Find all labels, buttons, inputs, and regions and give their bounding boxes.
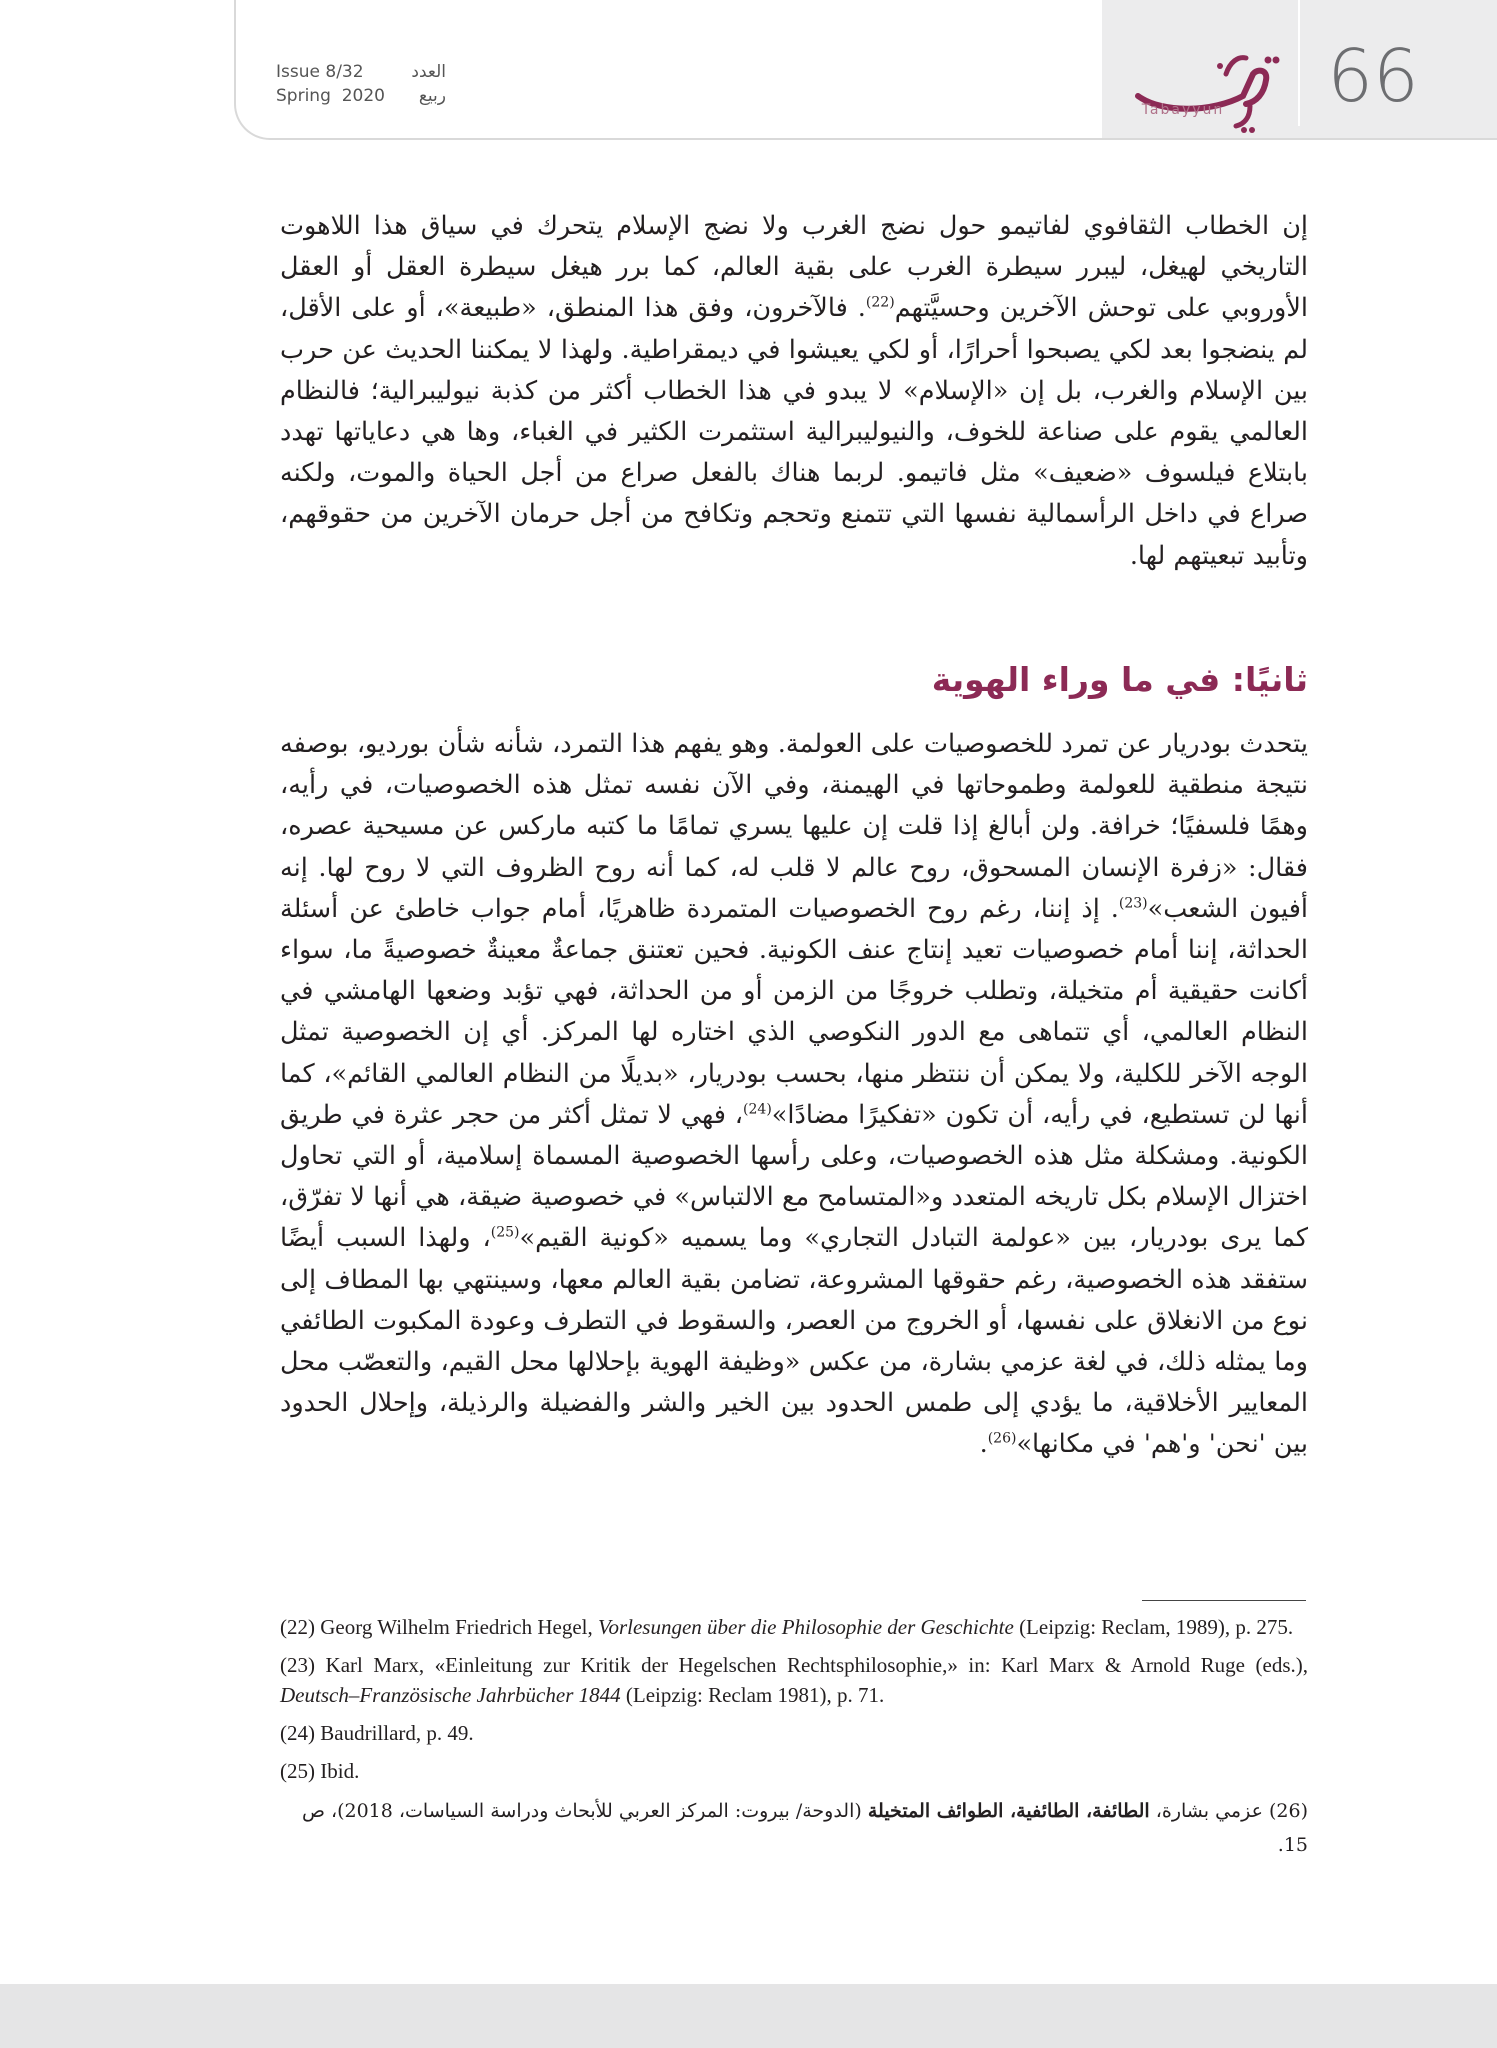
footnote-ref-24[interactable]: (24): [743, 1101, 772, 1118]
footnote-text: Karl Marx, «Einleitung zur Kritik der Hegelschen Rechtsphilosophie,» in: Karl Marx & Arnold Ruge (eds.),: [325, 1653, 1308, 1677]
footnotes: [280, 1612, 1308, 1870]
paragraph-2-part-a: يتحدث بودريار عن تمرد للخصوصيات على العولمة. وهو يفهم هذا التمرد، شأنه شأن بورديو، بوصفه نتيجة منطقية للعولمة وطموحاتها في الهيمنة، وفي الآن نفسه تمثل هذه الخصوصيات، في رأيه، وهمًا فلسفيًا؛ خرافة. ولن أبالغ إذا قلت إن عليها يسري تمامًا ما كتبه ماركس عن مسيحية عصره، فقال: «زفرة الإنسان المسحوق، روح عالم لا قلب له، كما أنه روح الظروف التي لا روح لها. إنه أفيون الشعب»: [280, 729, 1308, 924]
footnote-number: (26): [1268, 1800, 1308, 1822]
footnote-text: عزمي بشارة،: [1149, 1800, 1263, 1822]
season-en: Spring: [276, 86, 331, 106]
footnote-title: Deutsch–Französische Jahrbücher 1844: [280, 1683, 621, 1707]
footnote-number: (24): [280, 1721, 315, 1745]
footnote-number: (23): [280, 1653, 315, 1677]
season-line: [276, 84, 446, 108]
issue-label-ar: العدد: [411, 62, 446, 82]
footnote-text: (الدوحة/ بيروت: المركز العربي للأبحاث ودراسة السياسات، 2018)، ص 15.: [301, 1800, 1308, 1856]
paragraph-1-continued: . فالآخرون، وفق هذا المنطق، «طبيعة»، أو على الأقل، لم ينضجوا بعد لكي يصبحوا أحرارًا، أو لكي يعيشوا في ديمقراطية. ولهذا لا يمكننا الحديث عن حرب بين الإسلام والغرب، بل إن «الإسلام» لا يبدو في هذا الخطاب أكثر من كذبة نيوليبرالية؛ فالنظام العالمي يقوم على صناعة للخوف، والنيوليبرالية استثمرت الكثير في الغباء، وها هي دعاياتها تهدد بابتلاع فيلسوف «ضعيف» مثل فاتيمو. لربما هناك بالفعل صراع من أجل الحياة والموت، ولكنه صراع في داخل الرأسمالية نفسها التي تتمنع وتحجم وتكافح من أجل حرمان الآخرين من حقوقهم، وتأبيد تبعيتهم لها.: [280, 293, 1308, 571]
paragraph-1-text: إن الخطاب الثقافوي لفاتيمو حول نضج الغرب ولا نضج الإسلام يتحرك في سياق هذا اللاهوت التاريخي لهيغل، ليبرر سيطرة الغرب على بقية العالم، كما برر هيغل سيطرة العقل أو العقل الأوروبي على توحش الآخرين وحسيَّتهم: [280, 211, 1308, 324]
tabayyun-logo-icon: [1118, 44, 1293, 134]
issue-info: [276, 60, 476, 108]
logo-latin-text: Tabayyun: [1141, 102, 1225, 118]
issue-label-en: Issue: [276, 62, 320, 82]
footnote-text: Ibid.: [320, 1759, 360, 1783]
footnote-ref-23[interactable]: (23): [1118, 895, 1148, 912]
footnote-26: [280, 1794, 1308, 1862]
footnote-title: الطائفة، الطائفية، الطوائف المتخيلة: [867, 1800, 1150, 1822]
paragraph-2-part-b: . إذ إننا، رغم روح الخصوصيات المتمردة ظاهريًا، أمام جواب خاطئ عن أسئلة الحداثة، إننا أمام خصوصيات تعيد إنتاج عنف الكونية. فحين تعتنق جماعةٌ معينةٌ خصوصيةً ما، سواء أكانت حقيقية أم متخيلة، وتطلب خروجًا من الزمن أو من الحداثة، فهي تؤبد وضعها الهامشي في النظام العالمي، أي تتماهى مع الدور النكوصي الذي اختاره لها المركز. أي إن الخصوصية تمثل الوجه الآخر للكلية، ولا يمكن أن ننتظر منها، بحسب بودريار، «بديلًا من النظام العالمي القائم»، كما أنها لن تستطيع، في رأيه، أن تكون «تفكيرًا مضادًا»: [280, 893, 1308, 1130]
section-heading: ثانيًا: في ما وراء الهوية: [931, 660, 1308, 699]
footnote-text: Baudrillard, p. 49.: [320, 1721, 474, 1745]
body-paragraph-1: [280, 206, 1308, 577]
issue-line: [276, 60, 446, 84]
footnote-ref-25[interactable]: (25): [490, 1224, 520, 1241]
footnote-number: (22): [280, 1615, 315, 1639]
paragraph-2-part-c: ، فهي لا تمثل أكثر من حجر عثرة في طريق الكونية. ومشكلة مثل هذه الخصوصيات، وعلى رأسها الخصوصية المسماة إسلامية، أو التي تحاول اختزال الإسلام بكل تاريخه المتعدد و«المتسامح مع الالتباس» في خصوصية ضيقة، هي أنها لا تفرّق، كما يرى بودريار، بين «عولمة التبادل التجاري» وما يسميه «كونية القيم»: [280, 1099, 1308, 1254]
footnote-number: (25): [280, 1759, 315, 1783]
header-divider: [1298, 0, 1300, 126]
bottom-band: [0, 1984, 1497, 2048]
footnote-text: (Leipzig: Reclam, 1989), p. 275.: [1013, 1615, 1294, 1639]
footnote-title: Vorlesungen über die Philosophie der Geschichte: [597, 1615, 1014, 1639]
season-ar: ربيع: [418, 86, 446, 106]
footnote-23: [280, 1650, 1308, 1710]
body-paragraph-2: [280, 724, 1308, 1466]
footnote-22: [280, 1612, 1308, 1642]
paragraph-2-part-d: ، ولهذا السبب أيضًا ستفقد هذه الخصوصية، رغم حقوقها المشروعة، تضامن بقية العالم معها، وسينتهي بها المطاف إلى نوع من الانغلاق على نفسها، أو الخروج من العصر، والسقوط في التطرف وعودة المكبوت الطائفي وما يمثله ذلك، في لغة عزمي بشارة، من عكس «وظيفة الهوية بإحلالها محل القيم، والتعصّب محل المعايير الأخلاقية، ما يؤدي إلى طمس الحدود بين الخير والشر والفضيلة والرذيلة، وإحلال الحدود بين 'نحن' و'هم' في مكانها»: [280, 1223, 1308, 1460]
footnote-24: [280, 1718, 1308, 1748]
footnote-text: (Leipzig: Reclam 1981), p. 71.: [620, 1683, 885, 1707]
footnote-text: Georg Wilhelm Friedrich Hegel,: [320, 1615, 598, 1639]
footnote-ref-22[interactable]: (22): [865, 294, 895, 311]
footnote-ref-26[interactable]: (26): [987, 1430, 1017, 1447]
issue-year: 2020: [341, 86, 385, 106]
footnote-rule: [1142, 1600, 1306, 1601]
footnote-25: [280, 1756, 1308, 1786]
issue-number: 8/32: [325, 62, 364, 82]
page-number: 66: [1327, 34, 1419, 118]
paragraph-2-end: .: [979, 1429, 988, 1460]
